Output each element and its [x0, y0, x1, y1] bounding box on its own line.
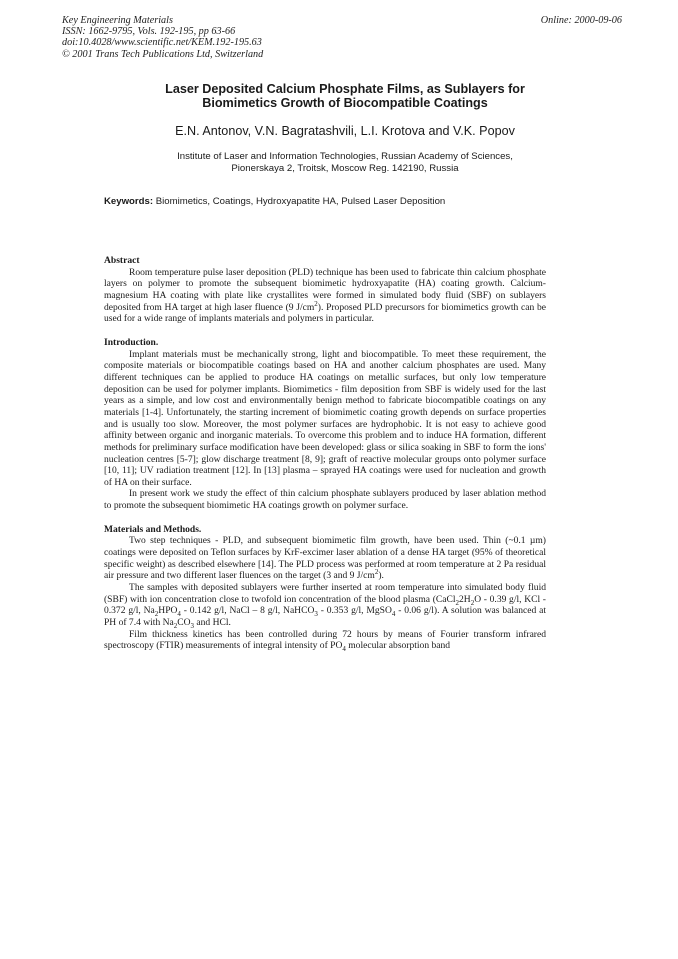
- methods-p2-f: - 0.353 g/l, MgSO: [317, 605, 392, 617]
- paper-body: [104, 255, 546, 652]
- affiliation-line-2: Pionerskaya 2, Troitsk, Moscow Reg. 142190, Russia: [231, 163, 459, 174]
- methods-p2-sub-5: 3: [314, 610, 318, 619]
- online-date: Online: 2000-09-06: [540, 15, 622, 26]
- methods-p2-sub-1: 2: [455, 598, 460, 607]
- methods-p2-sub-3: 2: [154, 610, 159, 619]
- paper-title: [90, 82, 600, 110]
- methods-p2-e: - 0.142 g/l, NaCl – 8 g/l, NaHCO: [180, 605, 315, 617]
- methods-p2-sub-6: 4: [391, 610, 396, 619]
- author-list: E.N. Antonov, V.N. Bagratashvili, L.I. Krotova and V.K. Popov: [175, 124, 515, 138]
- methods-p2-c: O - 0.39 g/l, KCl - 0.372 g/l, Na: [104, 593, 546, 617]
- methods-p2-sub-7: 2: [173, 621, 178, 630]
- methods-p2-sub-8: 3: [190, 621, 195, 630]
- methods-heading: Materials and Methods.: [104, 523, 202, 535]
- abstract-sup: 2: [314, 299, 318, 308]
- methods-p2-sub-2: 2: [470, 598, 475, 607]
- methods-p2-g: - 0.06 g/l). A solution was balanced at PH of 7.4 with Na: [104, 605, 547, 629]
- journal-name: Key Engineering Materials: [62, 15, 173, 26]
- introduction-paragraph-2: In present work we study the effect of thin calcium phosphate sublayers produced by laser ablation method to promote the subsequent biomimetic HA coatings growth on polymer surface.: [104, 488, 546, 512]
- introduction-heading: Introduction.: [104, 336, 159, 348]
- methods-p2-sub-4: 4: [177, 610, 181, 619]
- introduction-paragraph-1: Implant materials must be mechanically strong, light and biocompatible. To meet these requirement, the composite materials or biocompatible coatings based on HA and another calcium phosphates are used. Many different techniques can be applied to produce HA coatings on metallic surfaces, but only low temperature deposition can be used for polymer implants. Biomimetics - film deposition from SBF is widely used for the last years as a simple, and low cost and environmentally benign method to fabricate biocompatible coatings on any materials [1-4]. Unfortunately, the starting increment of biomimetic coating growth depends on surface properties and is usually too slow. Moreover, the most polymer surfaces are hydrophobic. It is not easy to achieve good affinity between organic and inorganic materials. To overcome this problem and to induce HA formation, different methods for preliminary surface modification have been developed: glass or silica soaking in SBF to form the ions' nucleation centres [5-7]; glow discharge treatment [8, 9]; graft of reactive molecular groups onto polymer surface [10, 11]; UV radiation treatment [12]. In [13] plasma – sprayed HA coatings were used for nucleation and growth of HA on their surface.: [104, 348, 546, 488]
- methods-p2-h: CO: [177, 617, 191, 629]
- issn-line: ISSN: 1662-9795, Vols. 192-195, pp 63-66: [62, 26, 236, 38]
- abstract-heading: Abstract: [104, 255, 140, 266]
- methods-p1-text-a: Two step techniques - PLD, and subsequent biomimetic film growth, have been used. Thin (~0.1 µm) coatings were deposited on Teflon surfaces by KrF-excimer laser ablation of a dense HA target (95% of theoretical specific weight) as described elsewhere [14]. The PLD process was performed at room temperature at 2 Pa residual air pressure and two different laser fluences on the target (3 and 9 J/cm: [104, 535, 546, 582]
- methods-p2-a: The samples with deposited sublayers were further inserted at room temperature into simulated body fluid (SBF) with ion concentration close to twofold ion concentration of the blood plasma (CaCl: [104, 582, 546, 605]
- methods-paragraph-2: [104, 582, 546, 629]
- affiliation: [120, 151, 570, 175]
- abstract-text-a: Room temperature pulse laser deposition (PLD) technique has been used to fabricate thin calcium phosphate layers on polymer to promote the subsequent biomimetic hydroxyapatite (HA) coating growth. Calcium-magnesium HA coating with plate like crystallites were formed in simulated body fluid (SBF) on sublayers deposited from HA target at high laser fluence (9 J/cm: [104, 266, 546, 313]
- title-line-2: Biomimetics Growth of Biocompatible Coatings: [202, 96, 488, 110]
- methods-p2-d: HPO: [158, 605, 178, 617]
- methods-paragraph-3: [104, 629, 546, 652]
- abstract-text-b: ). Proposed PLD precursors for biomimetics growth can be used for a wide range of implants materials and polymers in particular.: [104, 301, 546, 325]
- keywords: [104, 196, 584, 207]
- methods-p2-i: and HCl.: [194, 617, 231, 629]
- keywords-label: Keywords:: [104, 196, 154, 207]
- doi-line: doi:10.4028/www.scientific.net/KEM.192-195.63: [62, 37, 262, 49]
- methods-p3-a: Film thickness kinetics has been controlled during 72 hours by means of Fourier transform infrared spectroscopy (FTIR) measurements of integral intensity of PO: [104, 628, 546, 652]
- affiliation-line-1: Institute of Laser and Information Technologies, Russian Academy of Sciences,: [177, 151, 513, 162]
- abstract-paragraph: [104, 267, 546, 325]
- methods-p2-b: 2H: [459, 593, 471, 605]
- methods-p1-sup: 2: [374, 568, 379, 577]
- methods-p3-sub-1: 4: [342, 645, 346, 654]
- methods-paragraph-1: [104, 535, 546, 582]
- methods-p3-b: molecular absorption band: [345, 640, 451, 652]
- methods-p1-text-b: ).: [378, 570, 384, 582]
- title-line-1: Laser Deposited Calcium Phosphate Films, as Sublayers for: [165, 82, 525, 96]
- keywords-text: Biomimetics, Coatings, Hydroxyapatite HA, Pulsed Laser Deposition: [153, 196, 446, 207]
- copyright-line: © 2001 Trans Tech Publications Ltd, Switzerland: [62, 48, 264, 60]
- journal-masthead: [62, 15, 622, 60]
